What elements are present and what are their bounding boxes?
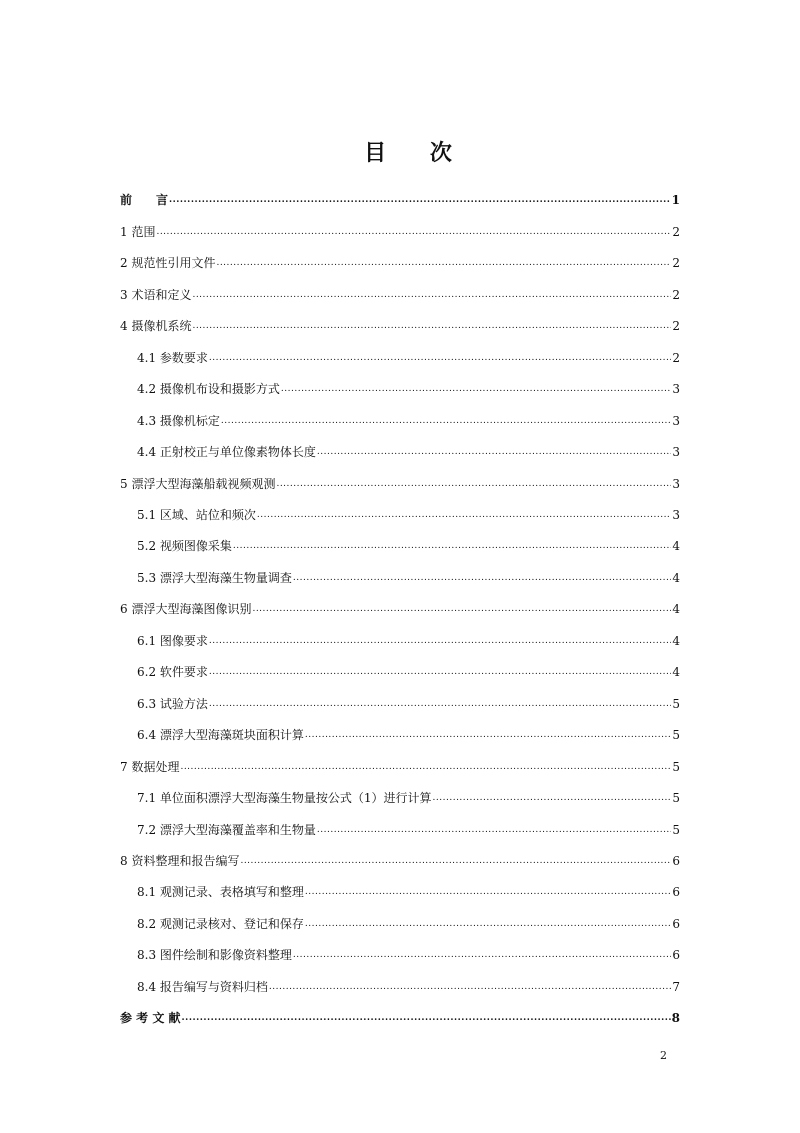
dot-leader	[233, 535, 671, 555]
toc-entry-label: 6.2 软件要求	[137, 665, 208, 680]
toc-entry-page: 1	[671, 193, 680, 208]
dot-leader	[293, 567, 671, 587]
toc-entry-page: 4	[672, 665, 680, 680]
dot-leader	[192, 284, 671, 304]
dot-leader	[317, 819, 671, 839]
toc-entry-page: 5	[672, 696, 680, 711]
toc-entry[interactable]	[120, 398, 680, 429]
toc-entry[interactable]	[120, 964, 680, 995]
toc-entry-label: 5.2 视频图像采集	[137, 539, 232, 554]
toc-entry[interactable]	[120, 524, 680, 555]
toc-entry-page: 7	[672, 979, 680, 994]
toc-entry[interactable]	[120, 996, 680, 1027]
toc-entry[interactable]	[120, 209, 680, 240]
toc-entry[interactable]	[120, 178, 680, 209]
toc-entry[interactable]	[120, 933, 680, 964]
toc-entry[interactable]	[120, 587, 680, 618]
toc-entry-label: 5.1 区域、站位和频次	[137, 507, 256, 522]
dot-leader	[269, 976, 671, 996]
dot-leader	[240, 850, 671, 870]
toc-entry-label: 8 资料整理和报告编写	[120, 853, 240, 868]
toc-entry-label: 8.3 图件绘制和影像资料整理	[137, 948, 292, 963]
dot-leader	[192, 315, 671, 335]
dot-leader	[209, 630, 671, 650]
toc-entry[interactable]	[120, 430, 680, 461]
toc-entry[interactable]	[120, 241, 680, 272]
toc-entry-page: 3	[672, 413, 680, 428]
toc-entry-label: 1 范围	[120, 224, 156, 239]
toc-entry-page: 8	[671, 1011, 680, 1026]
toc-entry-label: 4 摄像机系统	[120, 319, 192, 334]
toc-entry-label: 8.1 观测记录、表格填写和整理	[137, 885, 304, 900]
toc-entry[interactable]	[120, 681, 680, 712]
dot-leader	[209, 693, 671, 713]
dot-leader	[317, 441, 671, 461]
toc-entry[interactable]	[120, 272, 680, 303]
dot-leader	[276, 473, 671, 493]
dot-leader	[156, 221, 671, 241]
toc-entry-label: 7.2 漂浮大型海藻覆盖率和生物量	[137, 822, 316, 837]
toc-entry[interactable]	[120, 461, 680, 492]
dot-leader	[216, 252, 671, 272]
toc-entry-label: 8.2 观测记录核对、登记和保存	[137, 916, 304, 931]
toc-entry-label: 2 规范性引用文件	[120, 256, 216, 271]
dot-leader	[182, 1007, 671, 1027]
toc-entry[interactable]	[120, 839, 680, 870]
toc-entry[interactable]	[120, 713, 680, 744]
toc-entry-label: 6.4 漂浮大型海藻斑块面积计算	[137, 728, 304, 743]
toc-entry[interactable]	[120, 304, 680, 335]
toc-entry-page: 5	[672, 822, 680, 837]
toc-entry-label: 7 数据处理	[120, 759, 180, 774]
toc-entry-label: 6.1 图像要求	[137, 633, 208, 648]
toc-entry-page: 3	[672, 476, 680, 491]
toc-entry-label: 3 术语和定义	[120, 287, 192, 302]
dot-leader	[305, 881, 671, 901]
toc-entry[interactable]	[120, 807, 680, 838]
toc-entry-label: 前 言	[120, 193, 169, 208]
dot-leader	[252, 598, 671, 618]
dot-leader	[305, 724, 671, 744]
toc-entry-page: 2	[672, 256, 680, 271]
toc-entry[interactable]	[120, 618, 680, 649]
toc-entry-label: 6 漂浮大型海藻图像识别	[120, 602, 252, 617]
toc-entry-label: 4.2 摄像机布设和摄影方式	[137, 382, 280, 397]
toc-entry-label: 7.1 单位面积漂浮大型海藻生物量按公式（1）进行计算	[137, 791, 432, 806]
dot-leader	[281, 378, 671, 398]
toc-entry-page: 4	[672, 633, 680, 648]
toc-entry[interactable]	[120, 650, 680, 681]
toc-entry-page: 4	[672, 602, 680, 617]
toc-entry-page: 3	[672, 382, 680, 397]
toc-entry[interactable]	[120, 493, 680, 524]
toc-entry[interactable]	[120, 555, 680, 586]
dot-leader	[221, 410, 671, 430]
toc-entry-page: 4	[672, 570, 680, 585]
dot-leader	[180, 756, 671, 776]
toc-entry-page: 3	[672, 507, 680, 522]
toc-entry-page: 3	[672, 445, 680, 460]
toc-entry-page: 4	[672, 539, 680, 554]
page-title: 目 次	[364, 141, 470, 166]
dot-leader	[209, 661, 671, 681]
toc-entry-label: 4.4 正射校正与单位像素物体长度	[137, 445, 316, 460]
toc-entry[interactable]	[120, 870, 680, 901]
table-of-contents	[120, 178, 680, 1027]
toc-entry-page: 5	[672, 728, 680, 743]
toc-entry-label: 4.3 摄像机标定	[137, 413, 220, 428]
toc-entry-page: 6	[672, 885, 680, 900]
toc-entry-page: 6	[672, 853, 680, 868]
dot-leader	[169, 189, 671, 209]
toc-entry[interactable]	[120, 335, 680, 366]
page-number: 2	[660, 1049, 667, 1062]
toc-entry-label: 8.4 报告编写与资料归档	[137, 979, 268, 994]
dot-leader	[305, 913, 671, 933]
toc-entry-page: 2	[672, 287, 680, 302]
toc-entry-page: 2	[672, 224, 680, 239]
dot-leader	[257, 504, 671, 524]
toc-entry-page: 2	[672, 350, 680, 365]
toc-entry-label: 5 漂浮大型海藻船载视频观测	[120, 476, 276, 491]
toc-entry[interactable]	[120, 367, 680, 398]
dot-leader	[209, 347, 671, 367]
dot-leader	[433, 787, 672, 807]
toc-entry-page: 5	[672, 791, 680, 806]
toc-entry-page: 2	[672, 319, 680, 334]
toc-entry-label: 参 考 文 献	[120, 1011, 181, 1026]
toc-entry[interactable]	[120, 744, 680, 775]
toc-entry-label: 4.1 参数要求	[137, 350, 208, 365]
toc-entry-page: 6	[672, 916, 680, 931]
dot-leader	[293, 944, 671, 964]
toc-entry[interactable]	[120, 776, 680, 807]
toc-entry-page: 6	[672, 948, 680, 963]
toc-entry-page: 5	[672, 759, 680, 774]
toc-entry[interactable]	[120, 901, 680, 932]
toc-entry-label: 6.3 试验方法	[137, 696, 208, 711]
toc-entry-label: 5.3 漂浮大型海藻生物量调查	[137, 570, 292, 585]
